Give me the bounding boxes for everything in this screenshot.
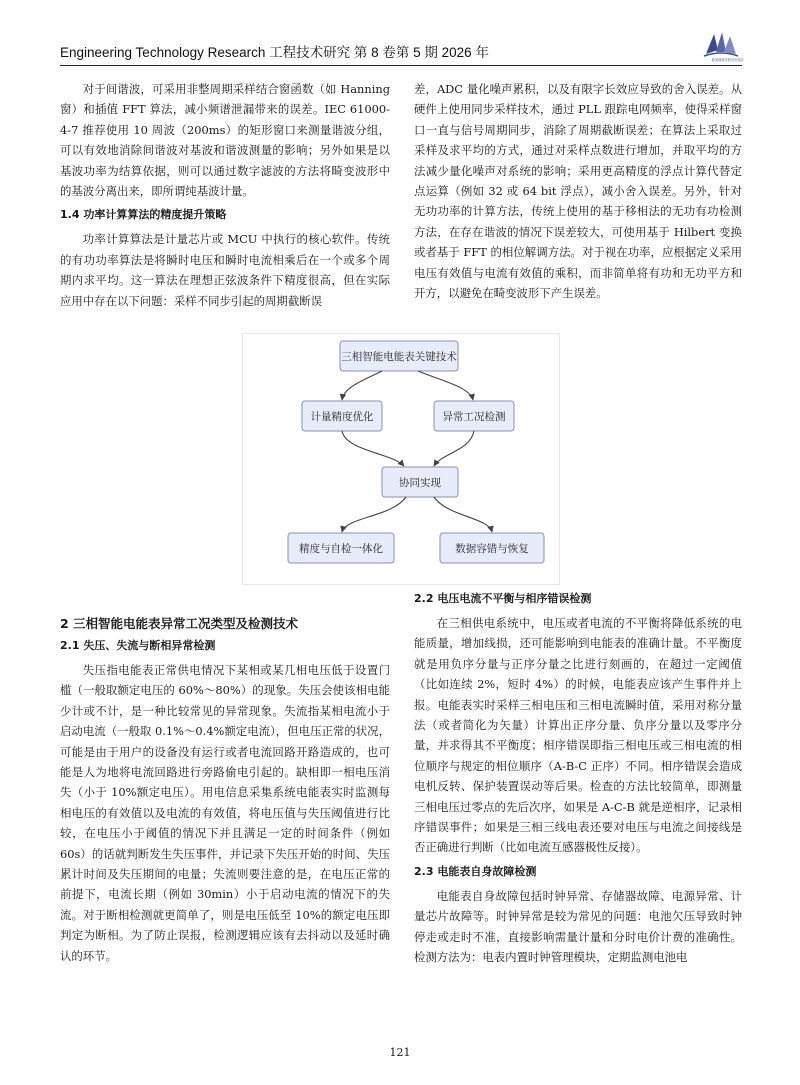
section-heading-2-3: 2.3 电能表自身故障检测 <box>414 864 537 878</box>
paragraph: 对于间谐波，可采用非整周期采样结合窗函数（如 Hanning 窗）和插值 FFT 算法，减小频谱泄漏带来的误差。IEC 61000-4-7 推荐使用 10 周波（200ms）的矩形窗口来测量谐波分组，可以有效地消除间谐波对基波和谐波测量的影响；另外如果是以基波功率为结算依据，则可以通过数字滤波的方法将畸变波形中的基波分离出来，即所谓纯基波计量。 <box>60 82 390 199</box>
paragraph: 功率计算算法是计量芯片或 MCU 中执行的核心软件。传统的有功功率算法是将瞬时电压和瞬时电流相乘后在一个或多个周期内求平均。这一算法在理想正弦波条件下精度很高，但在实际应用中存在以下问题：采样不同步引起的周期截断误 <box>60 232 390 308</box>
paragraph: 电能表自身故障包括时钟异常、存储器故障、电源异常、计量芯片故障等。时钟异常是较为常见的问题：电池欠压导致时钟停走或走时不准，直接影响需量计量和分时电价计费的准确性。检测方法为：电表内置时钟管理模块，定期监测电池电 <box>414 888 742 965</box>
section-heading-1-4: 1.4 功率计算算法的精度提升策略 <box>60 208 227 222</box>
book-logo-icon <box>700 30 742 58</box>
node-anomaly-label: 异常工况检测 <box>442 411 506 423</box>
node-accuracy-label: 计量精度优化 <box>310 411 374 423</box>
node-synergy-label: 协同实现 <box>399 477 441 489</box>
left-column-bottom <box>60 614 390 966</box>
key-technology-diagram <box>242 333 560 585</box>
page-header <box>60 30 742 66</box>
paragraph: 在三相供电系统中，电压或者电流的不平衡将降低系统的电能质量，增加线损，还可能影响到电能表的准确计量。不平衡度就是用负序分量与正序分量之比进行刻画的，在超过一定阈值（比如连续 2%，短时 4%）的时候，电能表应该产生事件并上报。电能表实时采样三相电压和三相电流瞬时值，采用对称分量法（或者简化为矢量）计算出正序分量、负序分量以及零序分量，并求得其不平衡度；相序错误即指三相电压或三相电流的相位顺序与规定的相位顺序（A-B-C 正序）不同。相序错误会造成电机反转、保护装置误动等后果。检查的方法比较简单，即测量三相电压过零点的先后次序，如果是 A-C-B 就是逆相序，记录相序错误事件；如果是三相三线电表还要对电压与电流之间接线是否正确进行判断（比如电流互感器极性反接）。 <box>414 616 742 855</box>
section-heading-2: 2 三相智能电能表异常工况类型及检测技术 <box>60 616 299 631</box>
left-column-top <box>60 79 390 311</box>
paragraph: 失压指电能表正常供电情况下某相或某几相电压低于设置门槛（一般取额定电压的 60%～80%）的现象。失压会使该相电能少计或不计，是一种比较常见的异常现象。失流指某相电流小于启动电流（一般取 0.1%～0.4%额定电流），但电压正常的状况，可能是由于用户的设备没有运行或者电流回路开路造成的，也可能是人为地将电流回路进行旁路偷电引起的。缺相即一相电压消失（小于 10%额定电压）。用电信息采集系统电能表实时监测每相电压的有效值以及电流的有效值，将电压值与失压阈值进行比较，在电压小于阈值的情况下并且满足一定的时间条件（例如 60s）的话就判断发生失压事件，并记录下失压开始的时间、失压累计时间及失压期间的电量；失流则要注意的是，在电压正常的前提下，电流长期（例如 30min）小于启动电流的情况下的失流。对于断相检测就更简单了，则是电压低至 10%的额定电压即判定为断相。为了防止误报，检测逻辑应该有去抖动以及延时确认的环节。 <box>60 663 390 963</box>
section-heading-2-1: 2.1 失压、失流与断相异常检测 <box>60 639 216 652</box>
paragraph: 差，ADC 量化噪声累积，以及有限字长效应导致的舍入误差。从硬件上使用同步采样技术，通过 PLL 跟踪电网频率，使得采样窗口一直与信号周期同步，消除了周期截断误差；在算法上采取过采样及求平均的方式，通过对采样点数进行增加，并取平均的方法减少量化噪声对系统的影响；采用更高精度的浮点计算代替定点运算（例如 32 或 64 bit 浮点），减小舍入误差。另外，针对无功功率的计算方法，传统上使用的基于移相法的无功有功检测方法，在存在谐波的情况下误差较大，可使用基于 Hilbert 变换或者基于 FFT 的相位解调方法。对于视在功率，应根据定义采用电压有效值与电流有效值的乘积，而非简单将有功和无功平方和开方，以避免在畸变波形下产生误差。 <box>414 82 742 301</box>
node-key-tech-label: 三相智能电能表关键技术 <box>341 351 457 363</box>
node-integration-label: 精度与自检一体化 <box>299 543 383 555</box>
node-fault-tolerance-label: 数据容错与恢复 <box>455 543 529 555</box>
publisher-logo <box>700 30 742 64</box>
page-number: 121 <box>389 1046 411 1059</box>
journal-title: Engineering Technology Research 工程技术研究 第 8 卷第 5 期 2026 年 <box>60 45 489 60</box>
logo-text: 新加坡南洋科学出版社 <box>711 58 744 63</box>
right-column-bottom <box>414 590 742 968</box>
right-column-top <box>414 79 742 303</box>
section-heading-2-2: 2.2 电压电流不平衡与相序错误检测 <box>414 592 592 605</box>
